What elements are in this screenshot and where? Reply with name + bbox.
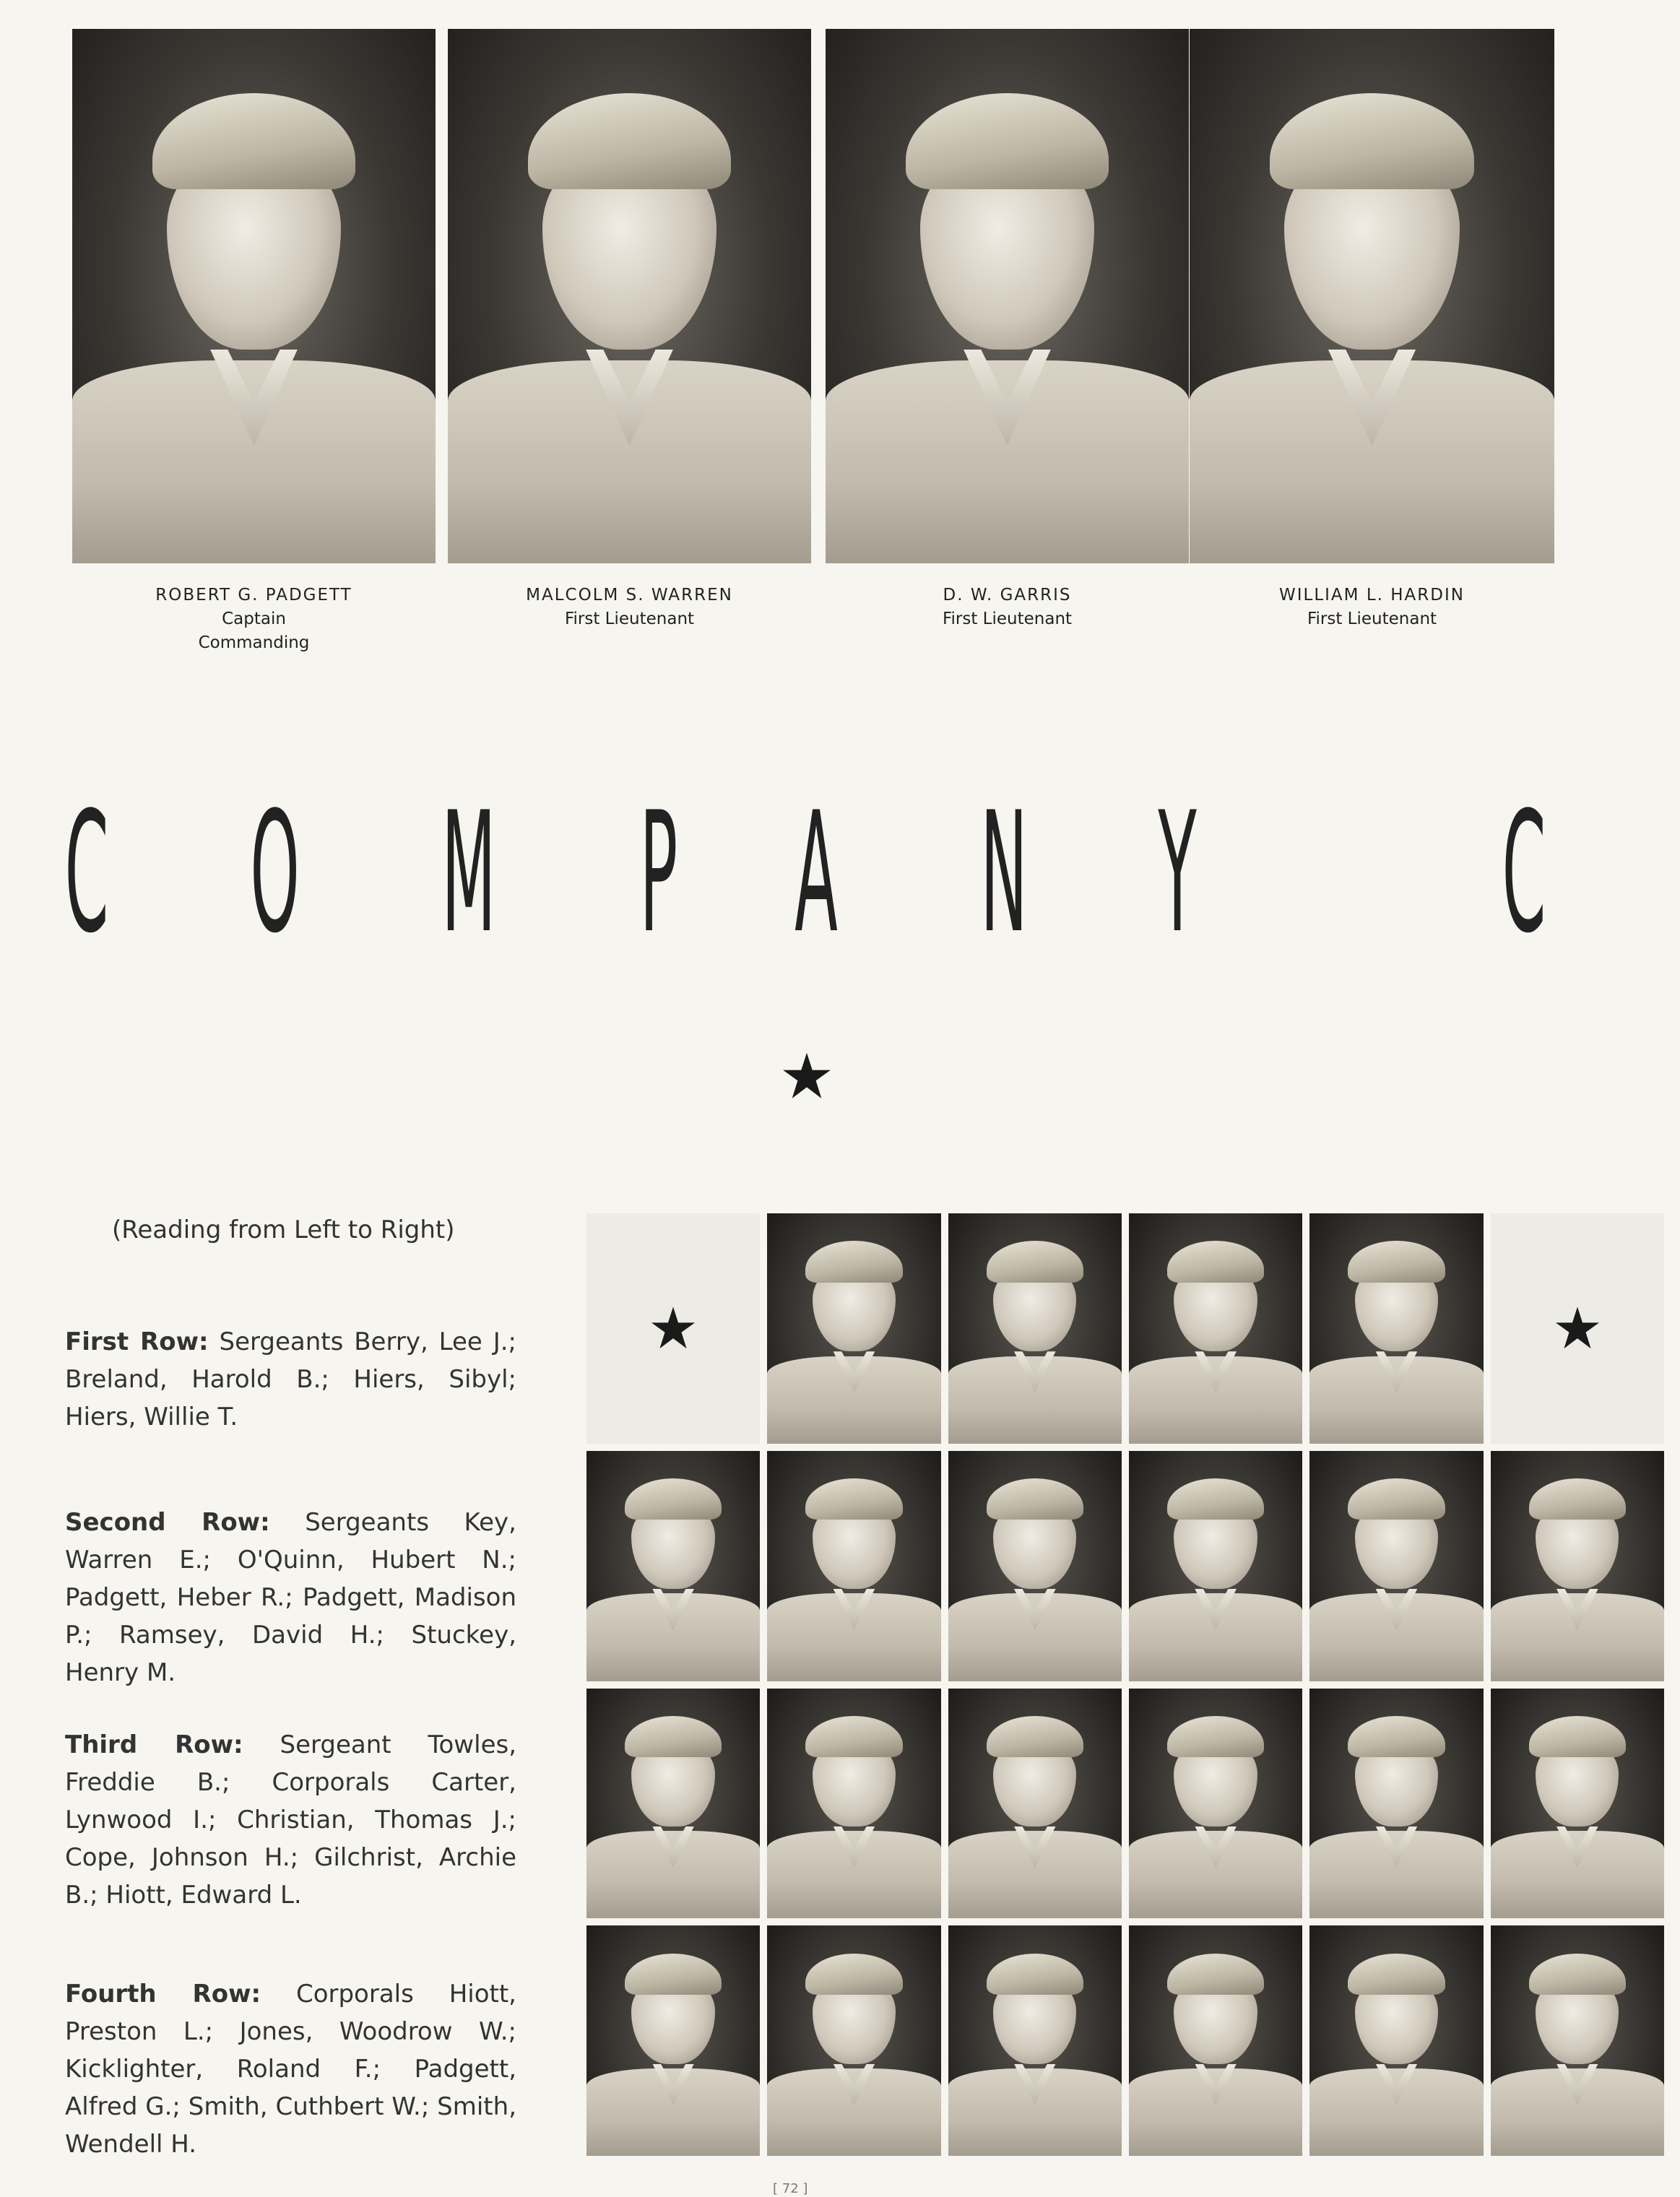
officer-rank: Captain <box>222 610 286 628</box>
roster-photo <box>948 1925 1122 2156</box>
portrait-image <box>586 1689 760 1919</box>
roster-photo <box>948 1689 1122 1919</box>
portrait-image <box>448 29 811 563</box>
roster-photo <box>767 1925 940 2156</box>
row-names: Sergeant Towles, Freddie B.; Corporals Carter, Lynwood I.; Christian, Thomas J.; Cope, Johnson H.; Gilchrist, Archie B.; Hiott, Edward L. <box>65 1730 517 1910</box>
star-icon <box>781 1051 832 1101</box>
portrait-image <box>1491 1925 1664 2156</box>
roster-photo <box>1491 1925 1664 2156</box>
portrait-image <box>1129 1689 1302 1919</box>
star-placeholder <box>1491 1213 1664 1444</box>
portrait-image <box>948 1451 1122 1681</box>
roster-row-4 <box>65 1975 516 2163</box>
row-names: Sergeants Key, Warren E.; O'Quinn, Hubert N.; Padgett, Heber R.; Padgett, Madison P.; Ramsey, David H.; Stuckey, Henry M. <box>65 1508 516 1687</box>
portrait-image <box>1491 1689 1664 1919</box>
title-letter-o: O <box>250 777 300 970</box>
officer-rank: First Lieutenant <box>942 610 1073 628</box>
roster-photo <box>1129 1689 1302 1919</box>
officer-photo-hardin <box>1190 29 1554 563</box>
portrait-image <box>948 1213 1122 1444</box>
officer-caption <box>448 584 811 631</box>
officer-photo-warren <box>448 29 811 563</box>
officer-role: Commanding <box>198 633 310 652</box>
officer-name: ROBERT G. PADGETT <box>155 586 352 604</box>
roster-photo <box>586 1689 760 1919</box>
page-number: [ 72 ] <box>773 2181 808 2196</box>
portrait-image <box>767 1925 940 2156</box>
title-letter-p: P <box>639 777 678 970</box>
portrait-image <box>586 1925 760 2156</box>
star-placeholder <box>586 1213 760 1444</box>
roster-row-1 <box>65 1323 516 1436</box>
title-letter-n: N <box>980 777 1028 970</box>
portrait-image <box>767 1451 940 1681</box>
officer-caption <box>826 584 1189 631</box>
title-letter-c: C <box>64 777 109 970</box>
roster-photo <box>1309 1213 1483 1444</box>
roster-photo <box>1491 1689 1664 1919</box>
title-letter-a: A <box>794 777 838 970</box>
roster-photo <box>586 1925 760 2156</box>
row-names: Corporals Hiott, Preston L.; Jones, Woodrow W.; Kicklighter, Roland F.; Padgett, Alfred G.; Smith, Cuthbert W.; Smith, Wendell H. <box>65 1980 516 2159</box>
officer-name: D. W. GARRIS <box>943 586 1072 604</box>
roster-photo <box>1309 1451 1483 1681</box>
roster-photo <box>1129 1925 1302 2156</box>
portrait-image <box>1309 1925 1483 2156</box>
row-label: Third Row: <box>65 1730 243 1759</box>
roster-photo <box>767 1689 940 1919</box>
officer-rank: First Lieutenant <box>1307 610 1437 628</box>
officer-photo-padgett <box>72 29 436 563</box>
title-letter-m: M <box>441 777 496 970</box>
portrait-image <box>826 29 1189 563</box>
portrait-image <box>586 1451 760 1681</box>
portrait-image <box>1190 29 1554 563</box>
row-label: First Row: <box>65 1327 209 1356</box>
portrait-image <box>948 1689 1122 1919</box>
portrait-image <box>1309 1451 1483 1681</box>
officer-photo-garris <box>826 29 1189 563</box>
portrait-image <box>1129 1451 1302 1681</box>
roster-photo <box>1309 1925 1483 2156</box>
officer-name: MALCOLM S. WARREN <box>526 586 733 604</box>
portrait-image <box>1491 1451 1664 1681</box>
row-label: Second Row: <box>65 1508 270 1537</box>
portrait-image <box>1309 1213 1483 1444</box>
row-names: Sergeants Berry, Lee J.; Breland, Harold B.; Hiers, Sibyl; Hiers, Willie T. <box>65 1327 517 1431</box>
roster-photo <box>767 1213 940 1444</box>
title-letter-y: Y <box>1158 777 1197 970</box>
roster-photo <box>1129 1213 1302 1444</box>
roster-photo <box>948 1213 1122 1444</box>
row-label: Fourth Row: <box>65 1980 261 2008</box>
portrait-image <box>1129 1925 1302 2156</box>
roster-photo <box>767 1451 940 1681</box>
portrait-image <box>767 1213 940 1444</box>
roster-photo-grid <box>586 1213 1664 2156</box>
portrait-image <box>1129 1213 1302 1444</box>
portrait-image <box>767 1689 940 1919</box>
portrait-image <box>1309 1689 1483 1919</box>
roster-row-2 <box>65 1504 516 1691</box>
roster-photo <box>948 1451 1122 1681</box>
reading-note: (Reading from Left to Right) <box>112 1216 455 1244</box>
officer-rank: First Lieutenant <box>564 610 695 628</box>
title-letter-c2: C <box>1502 777 1546 970</box>
officer-caption <box>72 584 436 655</box>
officer-caption <box>1190 584 1554 631</box>
portrait-image <box>72 29 436 563</box>
roster-photo <box>1309 1689 1483 1919</box>
star-icon <box>650 1305 696 1351</box>
officer-name: WILLIAM L. HARDIN <box>1279 586 1465 604</box>
star-icon <box>1554 1305 1601 1351</box>
roster-photo <box>586 1451 760 1681</box>
roster-photo <box>1129 1451 1302 1681</box>
roster-photo <box>1491 1451 1664 1681</box>
portrait-image <box>948 1925 1122 2156</box>
roster-row-3 <box>65 1726 516 1914</box>
